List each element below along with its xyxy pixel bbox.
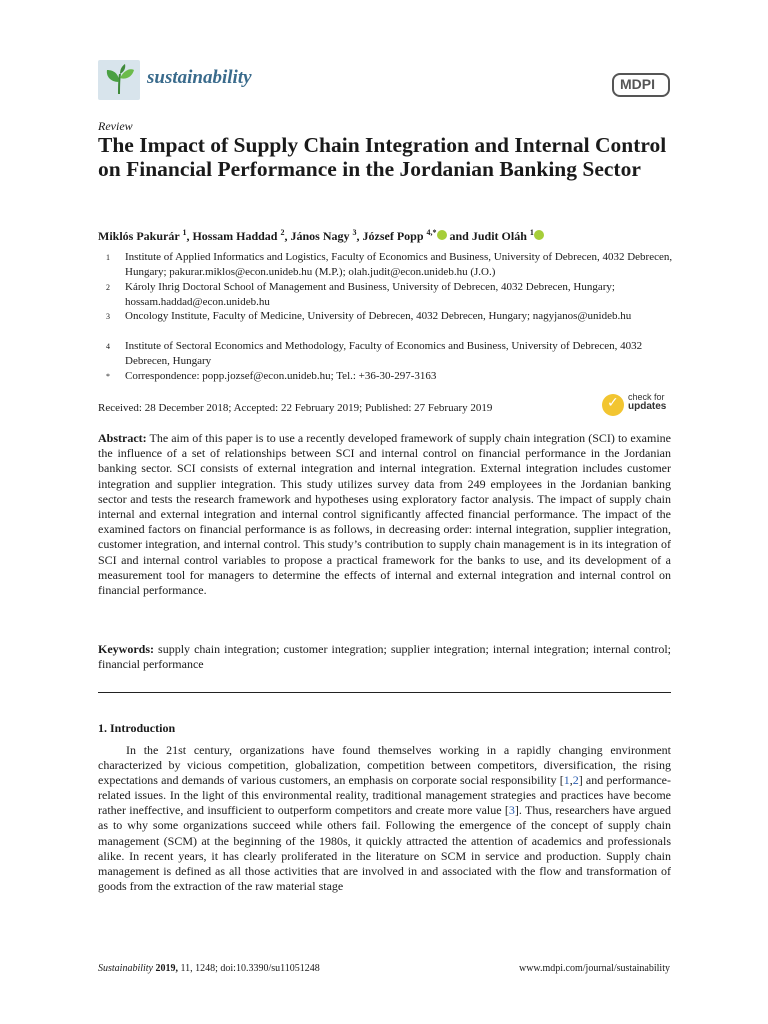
author-affil: 1 [529,228,534,237]
affiliation [98,339,678,369]
abstract-label: Abstract: [98,431,147,445]
article-type: Review [98,119,133,133]
intro-text: In the 21st century, organizations have found themselves working in a rapidly changing environment characterized by vicious competition, globalization, competition between competitors, diversification, the rising expectations and demands of various customers, an emphasis on corporate social responsibility [ [98,743,671,788]
affiliation-number: 3 [106,312,110,321]
author-sep: , [356,229,363,243]
section-heading: 1. Introduction [98,721,176,735]
publisher-name: MDPI [620,76,655,92]
author-list [98,228,544,244]
author-affil: 1 [182,228,187,237]
leaf-icon [98,60,140,100]
author-name: József Popp [362,229,424,243]
affiliation-text: Institute of Sectoral Economics and Methodology, Faculty of Economics and Business, University of Debrecen, 4032 Debrecen, Hungary [125,340,643,367]
affiliation [98,250,678,280]
keywords [98,642,671,672]
author-name: János Nagy [290,229,350,243]
received-dates: Received: 28 December 2018; Accepted: 22 February 2019; Published: 27 February 2019 [98,402,493,414]
affiliation [98,280,678,310]
journal-logo [98,60,140,100]
author-name: Miklós Pakurár [98,229,180,243]
journal-name: sustainability [147,67,252,88]
intro-text: ] and performance-related issues. In the light of this environmental reality, traditional management strategies and practices have become rather ineffective, and insufficient to outperform competitors and create more value [ [98,773,672,818]
correspondence: Correspondence: popp.jozsef@econ.unideb.hu; Tel.: +36-30-297-3163 [125,370,437,382]
check-updates-line2: updates [628,401,667,412]
affiliation [98,369,678,384]
affiliation-number: 2 [106,283,110,292]
abstract-text: The aim of this paper is to use a recently developed framework of supply chain integration (SCI) to examine the influence of a set of relationships between SCI and internal control on financial performance in the Jordanian banking sector. SCI consists of external integration and internal integration. External integration includes customer integration and supplier integration. This study utilizes survey data from 249 employees in the Jordanian banking sector and tests the research framework and hypotheses using exploratory factor analysis. The impact of supply chain internal and external integration and internal control significantly affected financial performance. The impact of the examined factors on financial performance is as follows, in decreasing order: internal integration, supplier integration, customer integration, and internal control. This study’s contribution to supply chain management is in its integration of SCI and internal control variables to propose a practical framework for the banks to use, and its development of a measurement tool for managers to determine the effects of internal and external integration and internal control on financial performance. [98,431,671,598]
author-sep: and [446,229,472,243]
check-icon: ✓ [607,395,619,411]
intro-text: , [569,773,573,788]
paper-title: The Impact of Supply Chain Integration and Internal Control on Financial Performance in the Jordanian Banking Sector [98,133,667,181]
section-divider [98,692,671,693]
orcid-icon[interactable] [437,230,447,240]
intro-text: ]. Thus, researchers have argued as to why some organizations succeed while others fail. Following the emergence of the concept of supply chain management (SCM) at the beginning of the 1980s, it quickly attracted the attention of academics and professionals alike. In recent years, it has clearly proliferated in the literature on SCM in service and production. Supply chain management is defined as all those activities that are involved in and associated with the flow and transformation of goods from the extraction of the raw material stage [98,803,672,893]
affiliation-text: Institute of Applied Informatics and Logistics, Faculty of Economics and Business, University of Debrecen, 4032 Debrecen, Hungary; pakurar.miklos@econ.unideb.hu (M.P.); olah.judit@econ.unideb.hu (J.O.) [125,251,673,278]
affiliation [98,309,678,324]
footer-journal: Sustainability [98,963,153,974]
affiliation-number: 1 [106,253,110,262]
author-sep: , [186,229,193,243]
citation-link[interactable]: 1 [563,773,570,788]
author-name: Judit Oláh [471,229,527,243]
introduction-paragraph [98,743,671,894]
author-affil: 3 [352,228,357,237]
affiliation-text: Károly Ihrig Doctoral School of Management and Business, University of Debrecen, 4032 Debrecen, Hungary; hossam.haddad@econ.unideb.hu [125,281,615,308]
citation-link[interactable]: 3 [508,803,515,818]
author-name: Hossam Haddad [192,229,278,243]
affiliation-text: Oncology Institute, Faculty of Medicine, University of Debrecen, 4032 Debrecen, Hungary; nagyjanos@unideb.hu [125,310,632,322]
author-affil: 4,* [426,228,437,237]
author-affil: 2 [280,228,285,237]
footer-year: 2019, [153,963,178,974]
footer-citation [98,963,320,974]
footer-doi: 11, 1248; doi:10.3390/su11051248 [178,963,320,974]
citation-link[interactable]: 2 [572,773,579,788]
affiliation-number: * [106,372,110,381]
author-sep: , [284,229,291,243]
orcid-icon[interactable] [534,230,544,240]
keywords-text: supply chain integration; customer integration; supplier integration; internal integration; internal control; financial performance [98,642,671,672]
keywords-label: Keywords: [98,642,154,656]
abstract [98,431,671,598]
footer-url[interactable]: www.mdpi.com/journal/sustainability [518,963,670,974]
affiliation-number: 4 [106,342,110,351]
check-updates-line1: check for [628,392,665,402]
